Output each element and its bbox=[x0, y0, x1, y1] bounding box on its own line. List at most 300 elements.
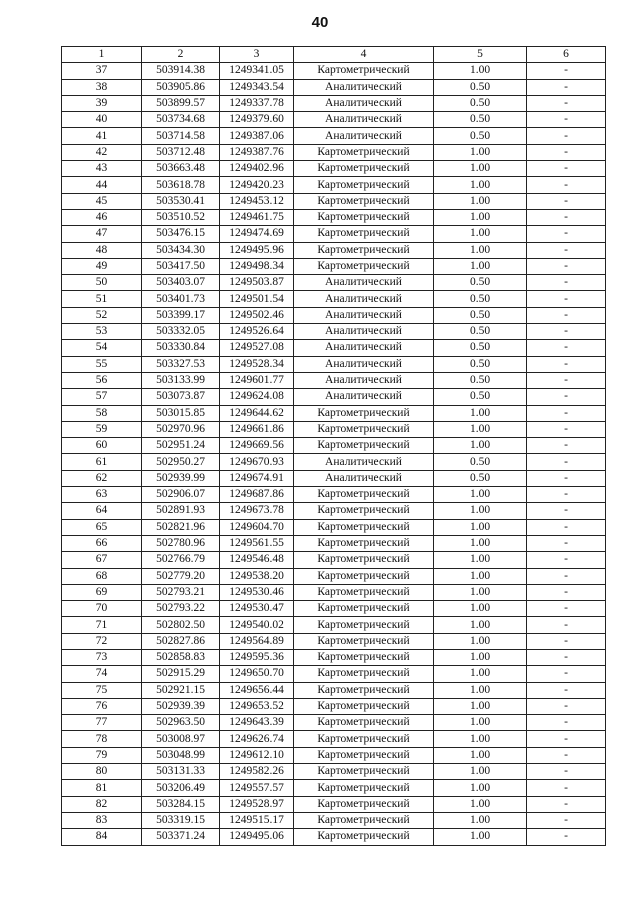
table-row bbox=[62, 438, 606, 454]
table-row bbox=[62, 715, 606, 731]
note-cell: - bbox=[527, 470, 606, 486]
accuracy-cell: 1.00 bbox=[434, 63, 527, 79]
accuracy-cell: 1.00 bbox=[434, 796, 527, 812]
point-number-cell: 54 bbox=[62, 340, 142, 356]
note-cell: - bbox=[527, 617, 606, 633]
point-number-cell: 57 bbox=[62, 389, 142, 405]
table-row bbox=[62, 780, 606, 796]
x-coordinate-cell: 503399.17 bbox=[142, 307, 220, 323]
x-coordinate-cell: 503327.53 bbox=[142, 356, 220, 372]
note-cell: - bbox=[527, 438, 606, 454]
method-cell: Картометрический bbox=[294, 666, 434, 682]
note-cell: - bbox=[527, 161, 606, 177]
note-cell: - bbox=[527, 291, 606, 307]
point-number-cell: 76 bbox=[62, 698, 142, 714]
point-number-cell: 47 bbox=[62, 226, 142, 242]
x-coordinate-cell: 503073.87 bbox=[142, 389, 220, 405]
y-coordinate-cell: 1249343.54 bbox=[220, 79, 294, 95]
x-coordinate-cell: 503905.86 bbox=[142, 79, 220, 95]
point-number-cell: 39 bbox=[62, 95, 142, 111]
point-number-cell: 37 bbox=[62, 63, 142, 79]
y-coordinate-cell: 1249461.75 bbox=[220, 209, 294, 225]
x-coordinate-cell: 503734.68 bbox=[142, 112, 220, 128]
x-coordinate-cell: 503899.57 bbox=[142, 95, 220, 111]
method-cell: Картометрический bbox=[294, 584, 434, 600]
table-row bbox=[62, 128, 606, 144]
x-coordinate-cell: 503048.99 bbox=[142, 747, 220, 763]
y-coordinate-cell: 1249601.77 bbox=[220, 372, 294, 388]
note-cell: - bbox=[527, 372, 606, 388]
y-coordinate-cell: 1249538.20 bbox=[220, 568, 294, 584]
accuracy-cell: 0.50 bbox=[434, 307, 527, 323]
x-coordinate-cell: 502939.99 bbox=[142, 470, 220, 486]
y-coordinate-cell: 1249674.91 bbox=[220, 470, 294, 486]
point-number-cell: 70 bbox=[62, 601, 142, 617]
method-cell: Картометрический bbox=[294, 552, 434, 568]
x-coordinate-cell: 502915.29 bbox=[142, 666, 220, 682]
x-coordinate-cell: 503319.15 bbox=[142, 812, 220, 828]
point-number-cell: 64 bbox=[62, 503, 142, 519]
note-cell: - bbox=[527, 112, 606, 128]
method-cell: Картометрический bbox=[294, 519, 434, 535]
table-row bbox=[62, 209, 606, 225]
point-number-cell: 59 bbox=[62, 421, 142, 437]
y-coordinate-cell: 1249387.06 bbox=[220, 128, 294, 144]
table-row bbox=[62, 682, 606, 698]
method-cell: Картометрический bbox=[294, 421, 434, 437]
y-coordinate-cell: 1249626.74 bbox=[220, 731, 294, 747]
point-number-cell: 48 bbox=[62, 242, 142, 258]
table-row bbox=[62, 829, 606, 845]
y-coordinate-cell: 1249387.76 bbox=[220, 144, 294, 160]
y-coordinate-cell: 1249498.34 bbox=[220, 258, 294, 274]
y-coordinate-cell: 1249624.08 bbox=[220, 389, 294, 405]
accuracy-cell: 1.00 bbox=[434, 405, 527, 421]
note-cell: - bbox=[527, 356, 606, 372]
x-coordinate-cell: 503015.85 bbox=[142, 405, 220, 421]
note-cell: - bbox=[527, 193, 606, 209]
note-cell: - bbox=[527, 584, 606, 600]
point-number-cell: 65 bbox=[62, 519, 142, 535]
header-col-3: 3 bbox=[220, 47, 294, 63]
table-row bbox=[62, 405, 606, 421]
x-coordinate-cell: 502779.20 bbox=[142, 568, 220, 584]
header-col-5: 5 bbox=[434, 47, 527, 63]
point-number-cell: 55 bbox=[62, 356, 142, 372]
accuracy-cell: 1.00 bbox=[434, 666, 527, 682]
accuracy-cell: 1.00 bbox=[434, 161, 527, 177]
y-coordinate-cell: 1249656.44 bbox=[220, 682, 294, 698]
method-cell: Аналитический bbox=[294, 389, 434, 405]
method-cell: Картометрический bbox=[294, 209, 434, 225]
note-cell: - bbox=[527, 275, 606, 291]
point-number-cell: 81 bbox=[62, 780, 142, 796]
note-cell: - bbox=[527, 633, 606, 649]
note-cell: - bbox=[527, 258, 606, 274]
y-coordinate-cell: 1249669.56 bbox=[220, 438, 294, 454]
x-coordinate-cell: 503476.15 bbox=[142, 226, 220, 242]
method-cell: Аналитический bbox=[294, 324, 434, 340]
y-coordinate-cell: 1249503.87 bbox=[220, 275, 294, 291]
table-row bbox=[62, 487, 606, 503]
point-number-cell: 46 bbox=[62, 209, 142, 225]
point-number-cell: 80 bbox=[62, 764, 142, 780]
accuracy-cell: 1.00 bbox=[434, 715, 527, 731]
accuracy-cell: 0.50 bbox=[434, 389, 527, 405]
note-cell: - bbox=[527, 405, 606, 421]
accuracy-cell: 1.00 bbox=[434, 503, 527, 519]
table-row bbox=[62, 552, 606, 568]
point-number-cell: 82 bbox=[62, 796, 142, 812]
method-cell: Картометрический bbox=[294, 535, 434, 551]
method-cell: Картометрический bbox=[294, 63, 434, 79]
y-coordinate-cell: 1249661.86 bbox=[220, 421, 294, 437]
accuracy-cell: 0.50 bbox=[434, 112, 527, 128]
y-coordinate-cell: 1249546.48 bbox=[220, 552, 294, 568]
table-row bbox=[62, 568, 606, 584]
point-number-cell: 74 bbox=[62, 666, 142, 682]
method-cell: Аналитический bbox=[294, 79, 434, 95]
note-cell: - bbox=[527, 731, 606, 747]
table-row bbox=[62, 242, 606, 258]
table-row bbox=[62, 601, 606, 617]
note-cell: - bbox=[527, 796, 606, 812]
y-coordinate-cell: 1249527.08 bbox=[220, 340, 294, 356]
table-row bbox=[62, 584, 606, 600]
accuracy-cell: 0.50 bbox=[434, 470, 527, 486]
accuracy-cell: 1.00 bbox=[434, 568, 527, 584]
accuracy-cell: 1.00 bbox=[434, 258, 527, 274]
point-number-cell: 84 bbox=[62, 829, 142, 845]
accuracy-cell: 1.00 bbox=[434, 421, 527, 437]
accuracy-cell: 0.50 bbox=[434, 275, 527, 291]
method-cell: Картометрический bbox=[294, 258, 434, 274]
x-coordinate-cell: 502780.96 bbox=[142, 535, 220, 551]
x-coordinate-cell: 502906.07 bbox=[142, 487, 220, 503]
point-number-cell: 38 bbox=[62, 79, 142, 95]
accuracy-cell: 0.50 bbox=[434, 291, 527, 307]
point-number-cell: 61 bbox=[62, 454, 142, 470]
x-coordinate-cell: 502939.39 bbox=[142, 698, 220, 714]
x-coordinate-cell: 503371.24 bbox=[142, 829, 220, 845]
table-row bbox=[62, 144, 606, 160]
point-number-cell: 49 bbox=[62, 258, 142, 274]
table-row bbox=[62, 454, 606, 470]
y-coordinate-cell: 1249650.70 bbox=[220, 666, 294, 682]
method-cell: Картометрический bbox=[294, 193, 434, 209]
accuracy-cell: 0.50 bbox=[434, 340, 527, 356]
table-row bbox=[62, 812, 606, 828]
note-cell: - bbox=[527, 812, 606, 828]
point-number-cell: 58 bbox=[62, 405, 142, 421]
y-coordinate-cell: 1249453.12 bbox=[220, 193, 294, 209]
accuracy-cell: 1.00 bbox=[434, 764, 527, 780]
x-coordinate-cell: 502793.21 bbox=[142, 584, 220, 600]
table-row bbox=[62, 95, 606, 111]
method-cell: Картометрический bbox=[294, 438, 434, 454]
accuracy-cell: 0.50 bbox=[434, 372, 527, 388]
note-cell: - bbox=[527, 535, 606, 551]
x-coordinate-cell: 502951.24 bbox=[142, 438, 220, 454]
method-cell: Картометрический bbox=[294, 503, 434, 519]
note-cell: - bbox=[527, 601, 606, 617]
x-coordinate-cell: 502793.22 bbox=[142, 601, 220, 617]
table-row bbox=[62, 503, 606, 519]
accuracy-cell: 1.00 bbox=[434, 535, 527, 551]
table-row bbox=[62, 731, 606, 747]
point-number-cell: 63 bbox=[62, 487, 142, 503]
y-coordinate-cell: 1249495.96 bbox=[220, 242, 294, 258]
note-cell: - bbox=[527, 552, 606, 568]
x-coordinate-cell: 503131.33 bbox=[142, 764, 220, 780]
y-coordinate-cell: 1249644.62 bbox=[220, 405, 294, 421]
accuracy-cell: 0.50 bbox=[434, 324, 527, 340]
point-number-cell: 60 bbox=[62, 438, 142, 454]
y-coordinate-cell: 1249528.34 bbox=[220, 356, 294, 372]
note-cell: - bbox=[527, 209, 606, 225]
table-row bbox=[62, 79, 606, 95]
method-cell: Картометрический bbox=[294, 829, 434, 845]
y-coordinate-cell: 1249595.36 bbox=[220, 649, 294, 665]
note-cell: - bbox=[527, 682, 606, 698]
x-coordinate-cell: 503618.78 bbox=[142, 177, 220, 193]
method-cell: Аналитический bbox=[294, 372, 434, 388]
accuracy-cell: 0.50 bbox=[434, 128, 527, 144]
point-number-cell: 68 bbox=[62, 568, 142, 584]
note-cell: - bbox=[527, 715, 606, 731]
accuracy-cell: 1.00 bbox=[434, 731, 527, 747]
x-coordinate-cell: 503008.97 bbox=[142, 731, 220, 747]
y-coordinate-cell: 1249341.05 bbox=[220, 63, 294, 79]
method-cell: Картометрический bbox=[294, 764, 434, 780]
x-coordinate-cell: 503510.52 bbox=[142, 209, 220, 225]
point-number-cell: 69 bbox=[62, 584, 142, 600]
y-coordinate-cell: 1249564.89 bbox=[220, 633, 294, 649]
note-cell: - bbox=[527, 63, 606, 79]
point-number-cell: 75 bbox=[62, 682, 142, 698]
note-cell: - bbox=[527, 519, 606, 535]
y-coordinate-cell: 1249501.54 bbox=[220, 291, 294, 307]
point-number-cell: 52 bbox=[62, 307, 142, 323]
point-number-cell: 67 bbox=[62, 552, 142, 568]
x-coordinate-cell: 503663.48 bbox=[142, 161, 220, 177]
table-row bbox=[62, 275, 606, 291]
table-header-row bbox=[62, 47, 606, 63]
point-number-cell: 40 bbox=[62, 112, 142, 128]
table-row bbox=[62, 666, 606, 682]
note-cell: - bbox=[527, 698, 606, 714]
x-coordinate-cell: 502970.96 bbox=[142, 421, 220, 437]
accuracy-cell: 1.00 bbox=[434, 812, 527, 828]
table-row bbox=[62, 307, 606, 323]
note-cell: - bbox=[527, 324, 606, 340]
x-coordinate-cell: 502858.83 bbox=[142, 649, 220, 665]
accuracy-cell: 1.00 bbox=[434, 193, 527, 209]
accuracy-cell: 1.00 bbox=[434, 617, 527, 633]
method-cell: Картометрический bbox=[294, 682, 434, 698]
point-number-cell: 83 bbox=[62, 812, 142, 828]
y-coordinate-cell: 1249561.55 bbox=[220, 535, 294, 551]
y-coordinate-cell: 1249643.39 bbox=[220, 715, 294, 731]
method-cell: Аналитический bbox=[294, 470, 434, 486]
y-coordinate-cell: 1249612.10 bbox=[220, 747, 294, 763]
accuracy-cell: 1.00 bbox=[434, 242, 527, 258]
accuracy-cell: 1.00 bbox=[434, 698, 527, 714]
accuracy-cell: 1.00 bbox=[434, 829, 527, 845]
note-cell: - bbox=[527, 487, 606, 503]
note-cell: - bbox=[527, 421, 606, 437]
accuracy-cell: 1.00 bbox=[434, 552, 527, 568]
accuracy-cell: 1.00 bbox=[434, 487, 527, 503]
table-row bbox=[62, 340, 606, 356]
table-row bbox=[62, 372, 606, 388]
table-row bbox=[62, 698, 606, 714]
method-cell: Картометрический bbox=[294, 633, 434, 649]
note-cell: - bbox=[527, 307, 606, 323]
method-cell: Картометрический bbox=[294, 487, 434, 503]
method-cell: Картометрический bbox=[294, 812, 434, 828]
point-number-cell: 44 bbox=[62, 177, 142, 193]
table-body bbox=[62, 63, 606, 845]
accuracy-cell: 1.00 bbox=[434, 633, 527, 649]
y-coordinate-cell: 1249530.47 bbox=[220, 601, 294, 617]
table-row bbox=[62, 356, 606, 372]
method-cell: Картометрический bbox=[294, 780, 434, 796]
accuracy-cell: 0.50 bbox=[434, 454, 527, 470]
y-coordinate-cell: 1249528.97 bbox=[220, 796, 294, 812]
method-cell: Картометрический bbox=[294, 405, 434, 421]
note-cell: - bbox=[527, 780, 606, 796]
method-cell: Картометрический bbox=[294, 617, 434, 633]
x-coordinate-cell: 502963.50 bbox=[142, 715, 220, 731]
method-cell: Аналитический bbox=[294, 340, 434, 356]
x-coordinate-cell: 502891.93 bbox=[142, 503, 220, 519]
y-coordinate-cell: 1249530.46 bbox=[220, 584, 294, 600]
x-coordinate-cell: 503330.84 bbox=[142, 340, 220, 356]
y-coordinate-cell: 1249379.60 bbox=[220, 112, 294, 128]
accuracy-cell: 1.00 bbox=[434, 584, 527, 600]
x-coordinate-cell: 503401.73 bbox=[142, 291, 220, 307]
y-coordinate-cell: 1249515.17 bbox=[220, 812, 294, 828]
x-coordinate-cell: 503284.15 bbox=[142, 796, 220, 812]
point-number-cell: 71 bbox=[62, 617, 142, 633]
point-number-cell: 42 bbox=[62, 144, 142, 160]
accuracy-cell: 0.50 bbox=[434, 356, 527, 372]
point-number-cell: 51 bbox=[62, 291, 142, 307]
accuracy-cell: 1.00 bbox=[434, 601, 527, 617]
table-row bbox=[62, 633, 606, 649]
point-number-cell: 62 bbox=[62, 470, 142, 486]
table-row bbox=[62, 389, 606, 405]
point-number-cell: 66 bbox=[62, 535, 142, 551]
y-coordinate-cell: 1249582.26 bbox=[220, 764, 294, 780]
note-cell: - bbox=[527, 242, 606, 258]
y-coordinate-cell: 1249604.70 bbox=[220, 519, 294, 535]
table-row bbox=[62, 177, 606, 193]
note-cell: - bbox=[527, 79, 606, 95]
method-cell: Картометрический bbox=[294, 731, 434, 747]
method-cell: Картометрический bbox=[294, 226, 434, 242]
header-col-2: 2 bbox=[142, 47, 220, 63]
accuracy-cell: 1.00 bbox=[434, 519, 527, 535]
accuracy-cell: 1.00 bbox=[434, 209, 527, 225]
method-cell: Аналитический bbox=[294, 112, 434, 128]
method-cell: Аналитический bbox=[294, 307, 434, 323]
x-coordinate-cell: 503206.49 bbox=[142, 780, 220, 796]
table-row bbox=[62, 193, 606, 209]
table-row bbox=[62, 112, 606, 128]
table-row bbox=[62, 421, 606, 437]
y-coordinate-cell: 1249402.96 bbox=[220, 161, 294, 177]
coordinates-table bbox=[61, 46, 606, 846]
point-number-cell: 79 bbox=[62, 747, 142, 763]
header-col-4: 4 bbox=[294, 47, 434, 63]
table-row bbox=[62, 649, 606, 665]
y-coordinate-cell: 1249474.69 bbox=[220, 226, 294, 242]
method-cell: Аналитический bbox=[294, 95, 434, 111]
note-cell: - bbox=[527, 340, 606, 356]
method-cell: Аналитический bbox=[294, 454, 434, 470]
table-row bbox=[62, 617, 606, 633]
page-number: 40 bbox=[311, 14, 329, 31]
accuracy-cell: 1.00 bbox=[434, 144, 527, 160]
x-coordinate-cell: 502950.27 bbox=[142, 454, 220, 470]
note-cell: - bbox=[527, 144, 606, 160]
table-row bbox=[62, 324, 606, 340]
accuracy-cell: 1.00 bbox=[434, 438, 527, 454]
x-coordinate-cell: 502802.50 bbox=[142, 617, 220, 633]
point-number-cell: 45 bbox=[62, 193, 142, 209]
note-cell: - bbox=[527, 568, 606, 584]
table-row bbox=[62, 226, 606, 242]
y-coordinate-cell: 1249540.02 bbox=[220, 617, 294, 633]
x-coordinate-cell: 502921.15 bbox=[142, 682, 220, 698]
accuracy-cell: 1.00 bbox=[434, 177, 527, 193]
method-cell: Картометрический bbox=[294, 747, 434, 763]
y-coordinate-cell: 1249687.86 bbox=[220, 487, 294, 503]
accuracy-cell: 1.00 bbox=[434, 226, 527, 242]
note-cell: - bbox=[527, 128, 606, 144]
x-coordinate-cell: 503712.48 bbox=[142, 144, 220, 160]
accuracy-cell: 0.50 bbox=[434, 95, 527, 111]
table-row bbox=[62, 291, 606, 307]
method-cell: Аналитический bbox=[294, 128, 434, 144]
x-coordinate-cell: 502766.79 bbox=[142, 552, 220, 568]
table-row bbox=[62, 161, 606, 177]
method-cell: Картометрический bbox=[294, 242, 434, 258]
point-number-cell: 78 bbox=[62, 731, 142, 747]
note-cell: - bbox=[527, 747, 606, 763]
point-number-cell: 43 bbox=[62, 161, 142, 177]
header-col-6: 6 bbox=[527, 47, 606, 63]
accuracy-cell: 1.00 bbox=[434, 649, 527, 665]
table-row bbox=[62, 747, 606, 763]
x-coordinate-cell: 503914.38 bbox=[142, 63, 220, 79]
method-cell: Картометрический bbox=[294, 698, 434, 714]
accuracy-cell: 1.00 bbox=[434, 780, 527, 796]
method-cell: Аналитический bbox=[294, 291, 434, 307]
note-cell: - bbox=[527, 764, 606, 780]
table-row bbox=[62, 535, 606, 551]
method-cell: Картометрический bbox=[294, 177, 434, 193]
y-coordinate-cell: 1249526.64 bbox=[220, 324, 294, 340]
note-cell: - bbox=[527, 503, 606, 519]
table-row bbox=[62, 519, 606, 535]
table-row bbox=[62, 796, 606, 812]
method-cell: Аналитический bbox=[294, 356, 434, 372]
x-coordinate-cell: 503332.05 bbox=[142, 324, 220, 340]
note-cell: - bbox=[527, 454, 606, 470]
